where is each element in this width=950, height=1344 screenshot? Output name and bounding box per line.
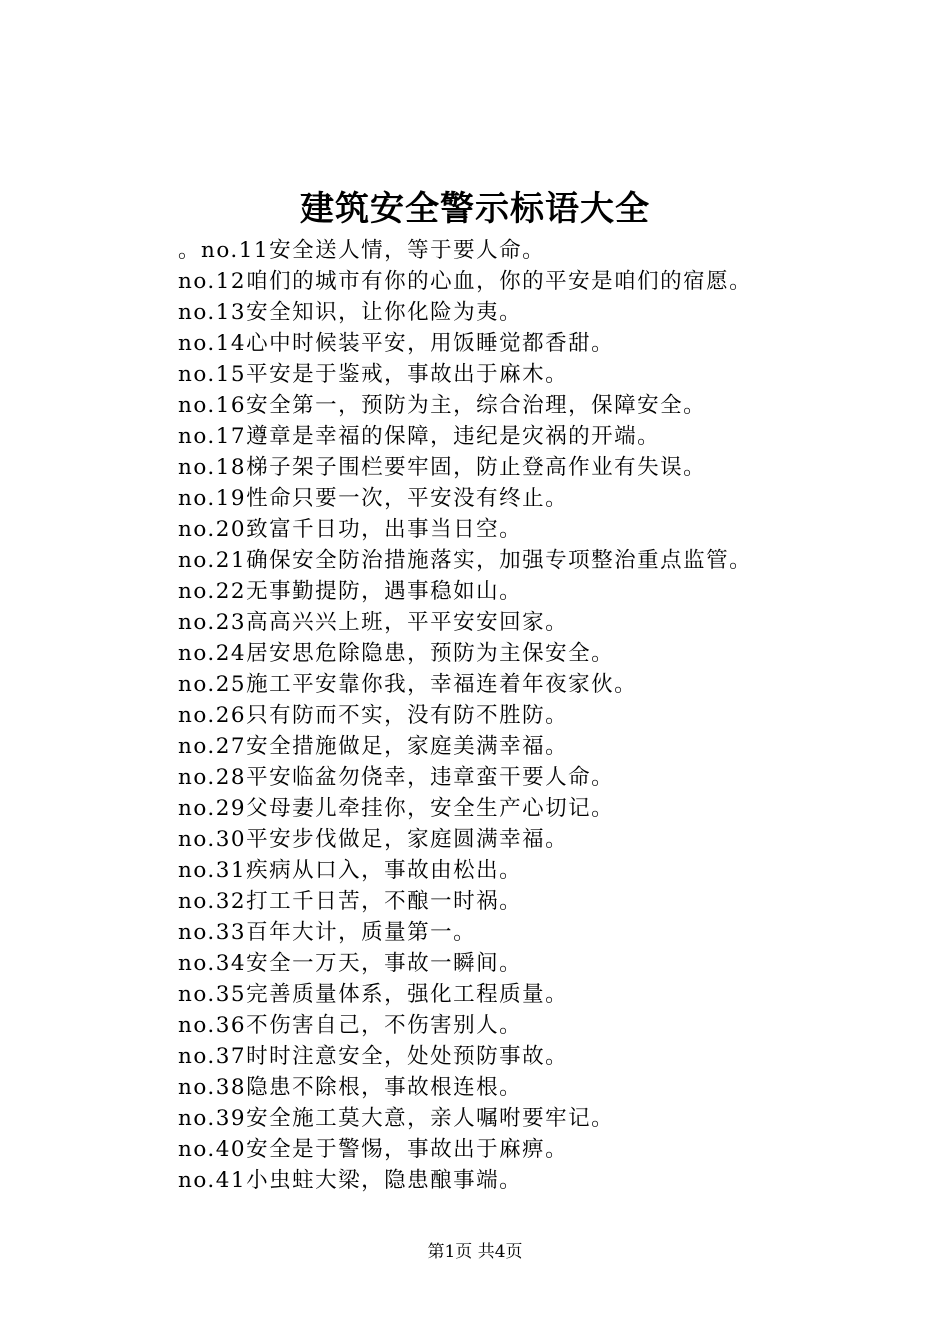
slogan-line: no.13安全知识，让你化险为夷。 <box>178 300 523 325</box>
slogan-line: no.34安全一万天，事故一瞬间。 <box>178 951 523 976</box>
slogan-line: no.40安全是于警惕，事故出于麻痹。 <box>178 1137 569 1162</box>
slogan-line: no.31疾病从口入，事故由松出。 <box>178 858 523 883</box>
slogan-line: no.35完善质量体系，强化工程质量。 <box>178 982 569 1007</box>
slogan-line: no.15平安是于鉴戒，事故出于麻木。 <box>178 362 569 387</box>
slogan-line: no.41小虫蛀大梁，隐患酿事端。 <box>178 1168 523 1193</box>
slogan-list <box>178 235 918 1196</box>
slogan-line: no.33百年大计，质量第一。 <box>178 920 477 945</box>
slogan-line: no.30平安步伐做足，家庭圆满幸福。 <box>178 827 569 852</box>
slogan-line: no.24居安思危除隐患，预防为主保安全。 <box>178 641 615 666</box>
slogan-line: no.38隐患不除根，事故根连根。 <box>178 1075 523 1100</box>
page-number: 第1页 共4页 <box>427 1242 523 1262</box>
slogan-line: no.22无事勤提防，遇事稳如山。 <box>178 579 523 604</box>
slogan-line: no.29父母妻儿牵挂你，安全生产心切记。 <box>178 796 615 821</box>
slogan-line: no.36不伤害自己，不伤害别人。 <box>178 1013 523 1038</box>
slogan-line: no.21确保安全防治措施落实，加强专项整治重点监管。 <box>178 548 753 573</box>
slogan-line: no.12咱们的城市有你的心血，你的平安是咱们的宿愿。 <box>178 269 753 294</box>
slogan-line: no.23高高兴兴上班，平平安安回家。 <box>178 610 569 635</box>
slogan-line: no.20致富千日功，出事当日空。 <box>178 517 523 542</box>
slogan-line: no.25施工平安靠你我，幸福连着年夜家伙。 <box>178 672 638 697</box>
slogan-line: no.17遵章是幸福的保障，违纪是灾祸的开端。 <box>178 424 661 449</box>
slogan-line: no.27安全措施做足，家庭美满幸福。 <box>178 734 569 759</box>
slogan-line: no.18梯子架子围栏要牢固，防止登高作业有失误。 <box>178 455 707 480</box>
slogan-line: no.19性命只要一次，平安没有终止。 <box>178 486 569 511</box>
document-title: 建筑安全警示标语大全 <box>300 189 650 229</box>
slogan-line: 。no.11安全送人情，等于要人命。 <box>178 238 546 263</box>
slogan-line: no.28平安临盆勿侥幸，违章蛮干要人命。 <box>178 765 615 790</box>
slogan-line: no.16安全第一，预防为主，综合治理，保障安全。 <box>178 393 707 418</box>
slogan-line: no.26只有防而不实，没有防不胜防。 <box>178 703 569 728</box>
slogan-line: no.32打工千日苦，不酿一时祸。 <box>178 889 523 914</box>
slogan-line: no.39安全施工莫大意，亲人嘱咐要牢记。 <box>178 1106 615 1131</box>
slogan-line: no.37时时注意安全，处处预防事故。 <box>178 1044 569 1069</box>
slogan-line: no.14心中时候装平安，用饭睡觉都香甜。 <box>178 331 615 356</box>
